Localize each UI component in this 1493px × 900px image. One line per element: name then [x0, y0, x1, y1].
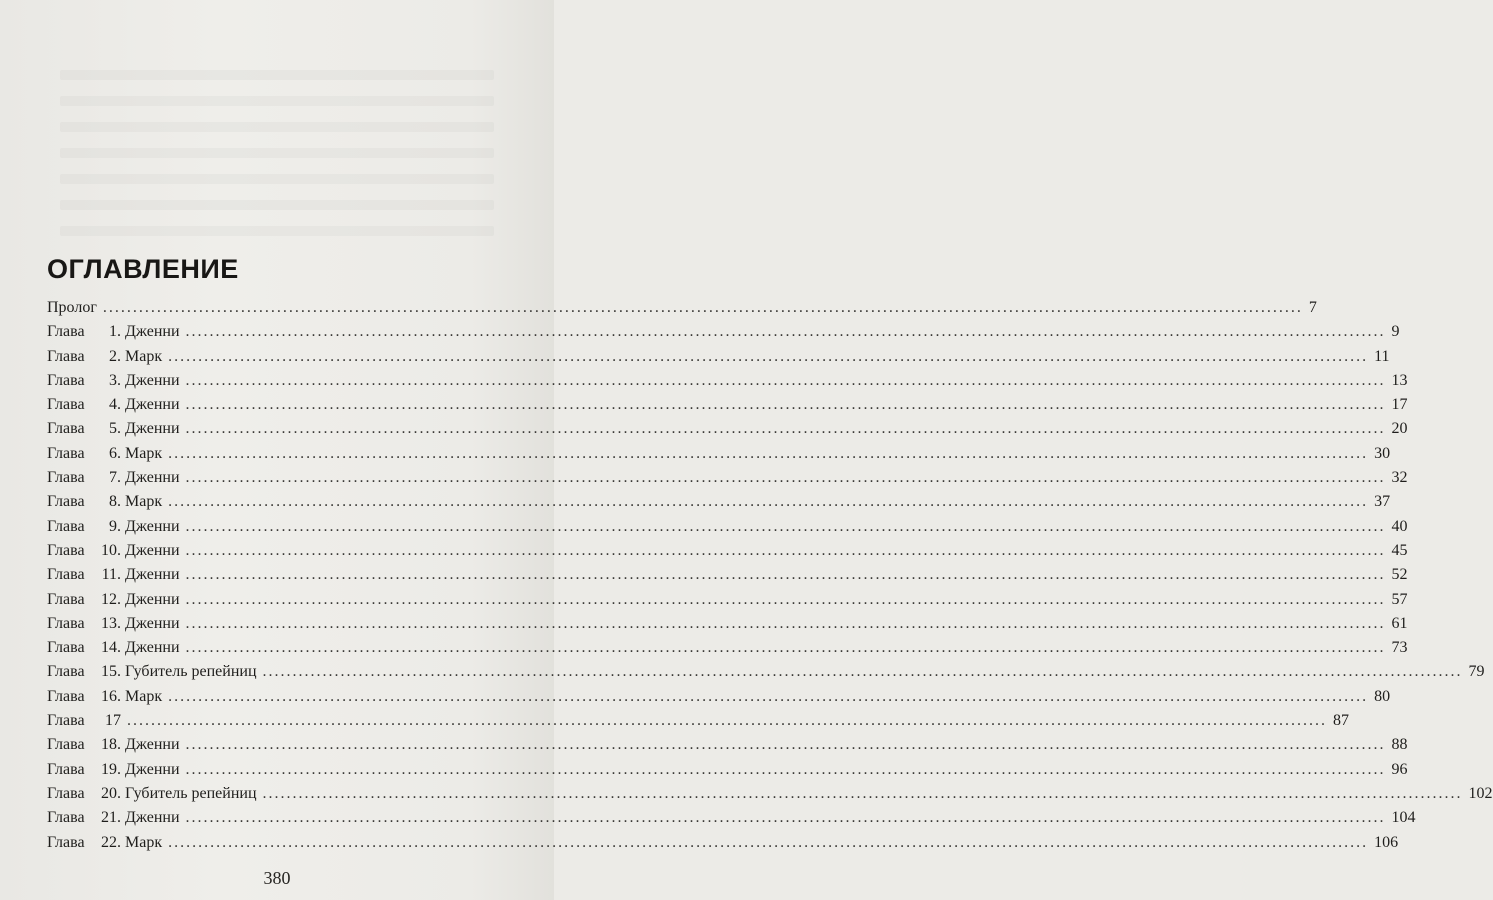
toc-entry-title: Дженни — [125, 469, 180, 487]
toc-entry-page: 57 — [1391, 590, 1408, 608]
toc-entry-page: 79 — [1468, 663, 1485, 681]
toc-entry — [47, 345, 1390, 369]
toc-entry-number: 10. — [101, 541, 121, 559]
bleed-through-line — [60, 148, 494, 158]
toc-entry-label: Глава — [47, 323, 85, 341]
toc-heading: ОГЛАВЛЕНИЕ — [47, 254, 239, 284]
toc-entry-title: Дженни — [125, 517, 180, 535]
toc-entry-page: 13 — [1391, 371, 1408, 389]
toc-entry-page: 7 — [1308, 299, 1317, 316]
dot-leader: ........................................................................................................................................................................................................ — [185, 323, 1386, 341]
dot-leader: ........................................................................................................................................................................................................ — [185, 614, 1386, 632]
dot-leader: ........................................................................................................................................................................................................ — [185, 639, 1386, 657]
toc-entry — [47, 709, 1349, 733]
toc-entry-page: 102 — [1468, 784, 1493, 802]
toc-entry — [47, 296, 1317, 320]
toc-entry-number: 1. — [109, 323, 121, 341]
toc-entry-number: 11. — [101, 566, 121, 584]
toc-entry — [47, 588, 1408, 612]
toc-entry-label: Глава — [47, 614, 85, 632]
dot-leader: ........................................................................................................................................................................................................ — [102, 299, 1303, 316]
toc-entry-number: 9. — [109, 517, 121, 535]
toc-entry-page: 106 — [1374, 833, 1399, 851]
toc-entry-title: Дженни — [125, 590, 180, 608]
toc-entry — [47, 490, 1391, 514]
toc-entry-page: 40 — [1391, 517, 1408, 535]
toc-entry-page: 61 — [1391, 614, 1408, 632]
toc-entry-number: 17 — [105, 712, 121, 730]
toc-entry-number: 19. — [101, 760, 121, 778]
toc-entry-number: 21. — [101, 809, 121, 827]
dot-leader: ........................................................................................................................................................................................................ — [185, 736, 1386, 754]
toc-entry — [47, 369, 1408, 393]
toc-entry-page: 30 — [1374, 444, 1391, 462]
toc-entry-label: Глава — [47, 784, 85, 802]
toc-entry-label: Глава — [47, 809, 85, 827]
toc-entry — [47, 733, 1408, 757]
toc-entry-number: 6. — [109, 444, 121, 462]
toc-entry-number: 20. — [101, 784, 121, 802]
dot-leader: ........................................................................................................................................................................................................ — [185, 566, 1386, 584]
toc-entry-title: Дженни — [125, 541, 180, 559]
toc-entry-label: Глава — [47, 347, 85, 365]
toc-entry-label: Глава — [47, 590, 85, 608]
toc-entry — [47, 417, 1408, 441]
toc-entry — [47, 806, 1416, 830]
toc-entry-number: 5. — [109, 420, 121, 438]
toc-entry-label: Глава — [47, 833, 85, 851]
toc-entry-number: 18. — [101, 736, 121, 754]
toc-entry-page: 104 — [1391, 809, 1416, 827]
toc-entry — [47, 466, 1408, 490]
toc-entry-page: 73 — [1391, 639, 1408, 657]
toc-entry-label: Глава — [47, 760, 85, 778]
dot-leader: ........................................................................................................................................................................................................ — [168, 687, 1369, 705]
dot-leader: ........................................................................................................................................................................................................ — [185, 371, 1386, 389]
toc-entry-page: 80 — [1374, 687, 1391, 705]
toc-entry-number: 12. — [101, 590, 121, 608]
dot-leader: ........................................................................................................................................................................................................ — [168, 493, 1369, 511]
toc-entry-title: Дженни — [125, 736, 180, 754]
toc-entry-page: 96 — [1391, 760, 1408, 778]
toc-entry-title: Дженни — [125, 420, 180, 438]
toc-entry-page: 37 — [1374, 493, 1391, 511]
toc-entry-title: Дженни — [125, 614, 180, 632]
dot-leader: ........................................................................................................................................................................................................ — [168, 833, 1369, 851]
toc-entry-number: 3. — [109, 371, 121, 389]
toc-entry-label: Глава — [47, 639, 85, 657]
toc-entry — [47, 393, 1408, 417]
toc-entry — [47, 515, 1408, 539]
toc-entry-title: Дженни — [125, 760, 180, 778]
toc-entry-number: 13. — [101, 614, 121, 632]
dot-leader: ........................................................................................................................................................................................................ — [168, 444, 1369, 462]
toc-entry-label: Глава — [47, 469, 85, 487]
toc-entry-label: Глава — [47, 736, 85, 754]
toc-entry-page: 88 — [1391, 736, 1408, 754]
toc-entry — [47, 612, 1408, 636]
toc-entry-title: Дженни — [125, 396, 180, 414]
toc-entry-title: Дженни — [125, 566, 180, 584]
toc-entry — [47, 831, 1399, 855]
toc-entry-title: Губитель репейниц — [125, 663, 257, 681]
toc-entry-number: 16. — [101, 687, 121, 705]
toc-entry — [47, 563, 1408, 587]
toc-entry-label: Глава — [47, 444, 85, 462]
toc-entry-page: 87 — [1333, 712, 1349, 730]
dot-leader: ........................................................................................................................................................................................................ — [185, 396, 1386, 414]
toc-entry — [47, 539, 1408, 563]
dot-leader: ........................................................................................................................................................................................................ — [185, 420, 1386, 438]
toc-entry-label: Глава — [47, 493, 85, 511]
toc-entry-page: 20 — [1391, 420, 1408, 438]
bleed-through-line — [60, 200, 494, 210]
page-number: 380 — [263, 868, 291, 888]
toc-entry-label: Глава — [47, 541, 85, 559]
bleed-through-line — [60, 226, 494, 236]
toc-entry-label: Глава — [47, 517, 85, 535]
toc-entry-title: Дженни — [125, 639, 180, 657]
dot-leader: ........................................................................................................................................................................................................ — [262, 663, 1463, 681]
toc-entry-page: 32 — [1391, 469, 1408, 487]
dot-leader: ........................................................................................................................................................................................................ — [185, 541, 1386, 559]
dot-leader: ........................................................................................................................................................................................................ — [185, 469, 1386, 487]
toc-entry-number: 22. — [101, 833, 121, 851]
toc-entry-label: Пролог — [47, 299, 97, 316]
toc-entry-number: 7. — [109, 469, 121, 487]
toc-entry-page: 9 — [1391, 323, 1400, 341]
toc-entry-label: Глава — [47, 687, 85, 705]
dot-leader: ........................................................................................................................................................................................................ — [185, 760, 1386, 778]
toc-entry-title: Марк — [125, 687, 163, 705]
dot-leader: ........................................................................................................................................................................................................ — [185, 809, 1386, 827]
toc-entry-number: 8. — [109, 493, 121, 511]
toc-entry-label: Глава — [47, 663, 85, 681]
toc-entry-number: 14. — [101, 639, 121, 657]
toc-entry-title: Марк — [125, 444, 163, 462]
toc-entry — [47, 782, 1493, 806]
toc-entry-title: Марк — [125, 493, 163, 511]
bleed-through-line — [60, 70, 494, 80]
toc-entry-label: Глава — [47, 396, 85, 414]
toc-entry-title: Дженни — [125, 809, 180, 827]
dot-leader: ........................................................................................................................................................................................................ — [185, 590, 1386, 608]
toc-entry — [47, 660, 1485, 684]
toc-entry-title: Дженни — [125, 371, 180, 389]
toc-entry-label: Глава — [47, 712, 85, 730]
toc-entry-title: Губитель репейниц — [125, 784, 257, 802]
toc-entry — [47, 320, 1400, 344]
toc-entry-label: Глава — [47, 566, 85, 584]
dot-leader: ........................................................................................................................................................................................................ — [168, 347, 1369, 365]
dot-leader: ........................................................................................................................................................................................................ — [262, 784, 1463, 802]
toc-entry — [47, 685, 1391, 709]
bleed-through-line — [60, 96, 494, 106]
bleed-through-line — [60, 174, 494, 184]
table-of-contents — [47, 296, 1493, 855]
toc-entry-page: 11 — [1374, 347, 1390, 365]
toc-entry-number: 2. — [109, 347, 121, 365]
toc-entry-page: 52 — [1391, 566, 1408, 584]
toc-entry-title: Марк — [125, 347, 163, 365]
toc-entry-page: 17 — [1391, 396, 1408, 414]
toc-entry-label: Глава — [47, 371, 85, 389]
toc-entry-title: Марк — [125, 833, 163, 851]
toc-entry-page: 45 — [1391, 541, 1408, 559]
toc-entry — [47, 636, 1408, 660]
dot-leader: ........................................................................................................................................................................................................ — [127, 712, 1327, 730]
toc-entry — [47, 758, 1408, 782]
toc-entry-title: Дженни — [125, 323, 180, 341]
bleed-through-line — [60, 122, 494, 132]
toc-entry-number: 4. — [109, 396, 121, 414]
toc-entry-label: Глава — [47, 420, 85, 438]
toc-entry-number: 15. — [101, 663, 121, 681]
toc-entry — [47, 442, 1391, 466]
dot-leader: ........................................................................................................................................................................................................ — [185, 517, 1386, 535]
